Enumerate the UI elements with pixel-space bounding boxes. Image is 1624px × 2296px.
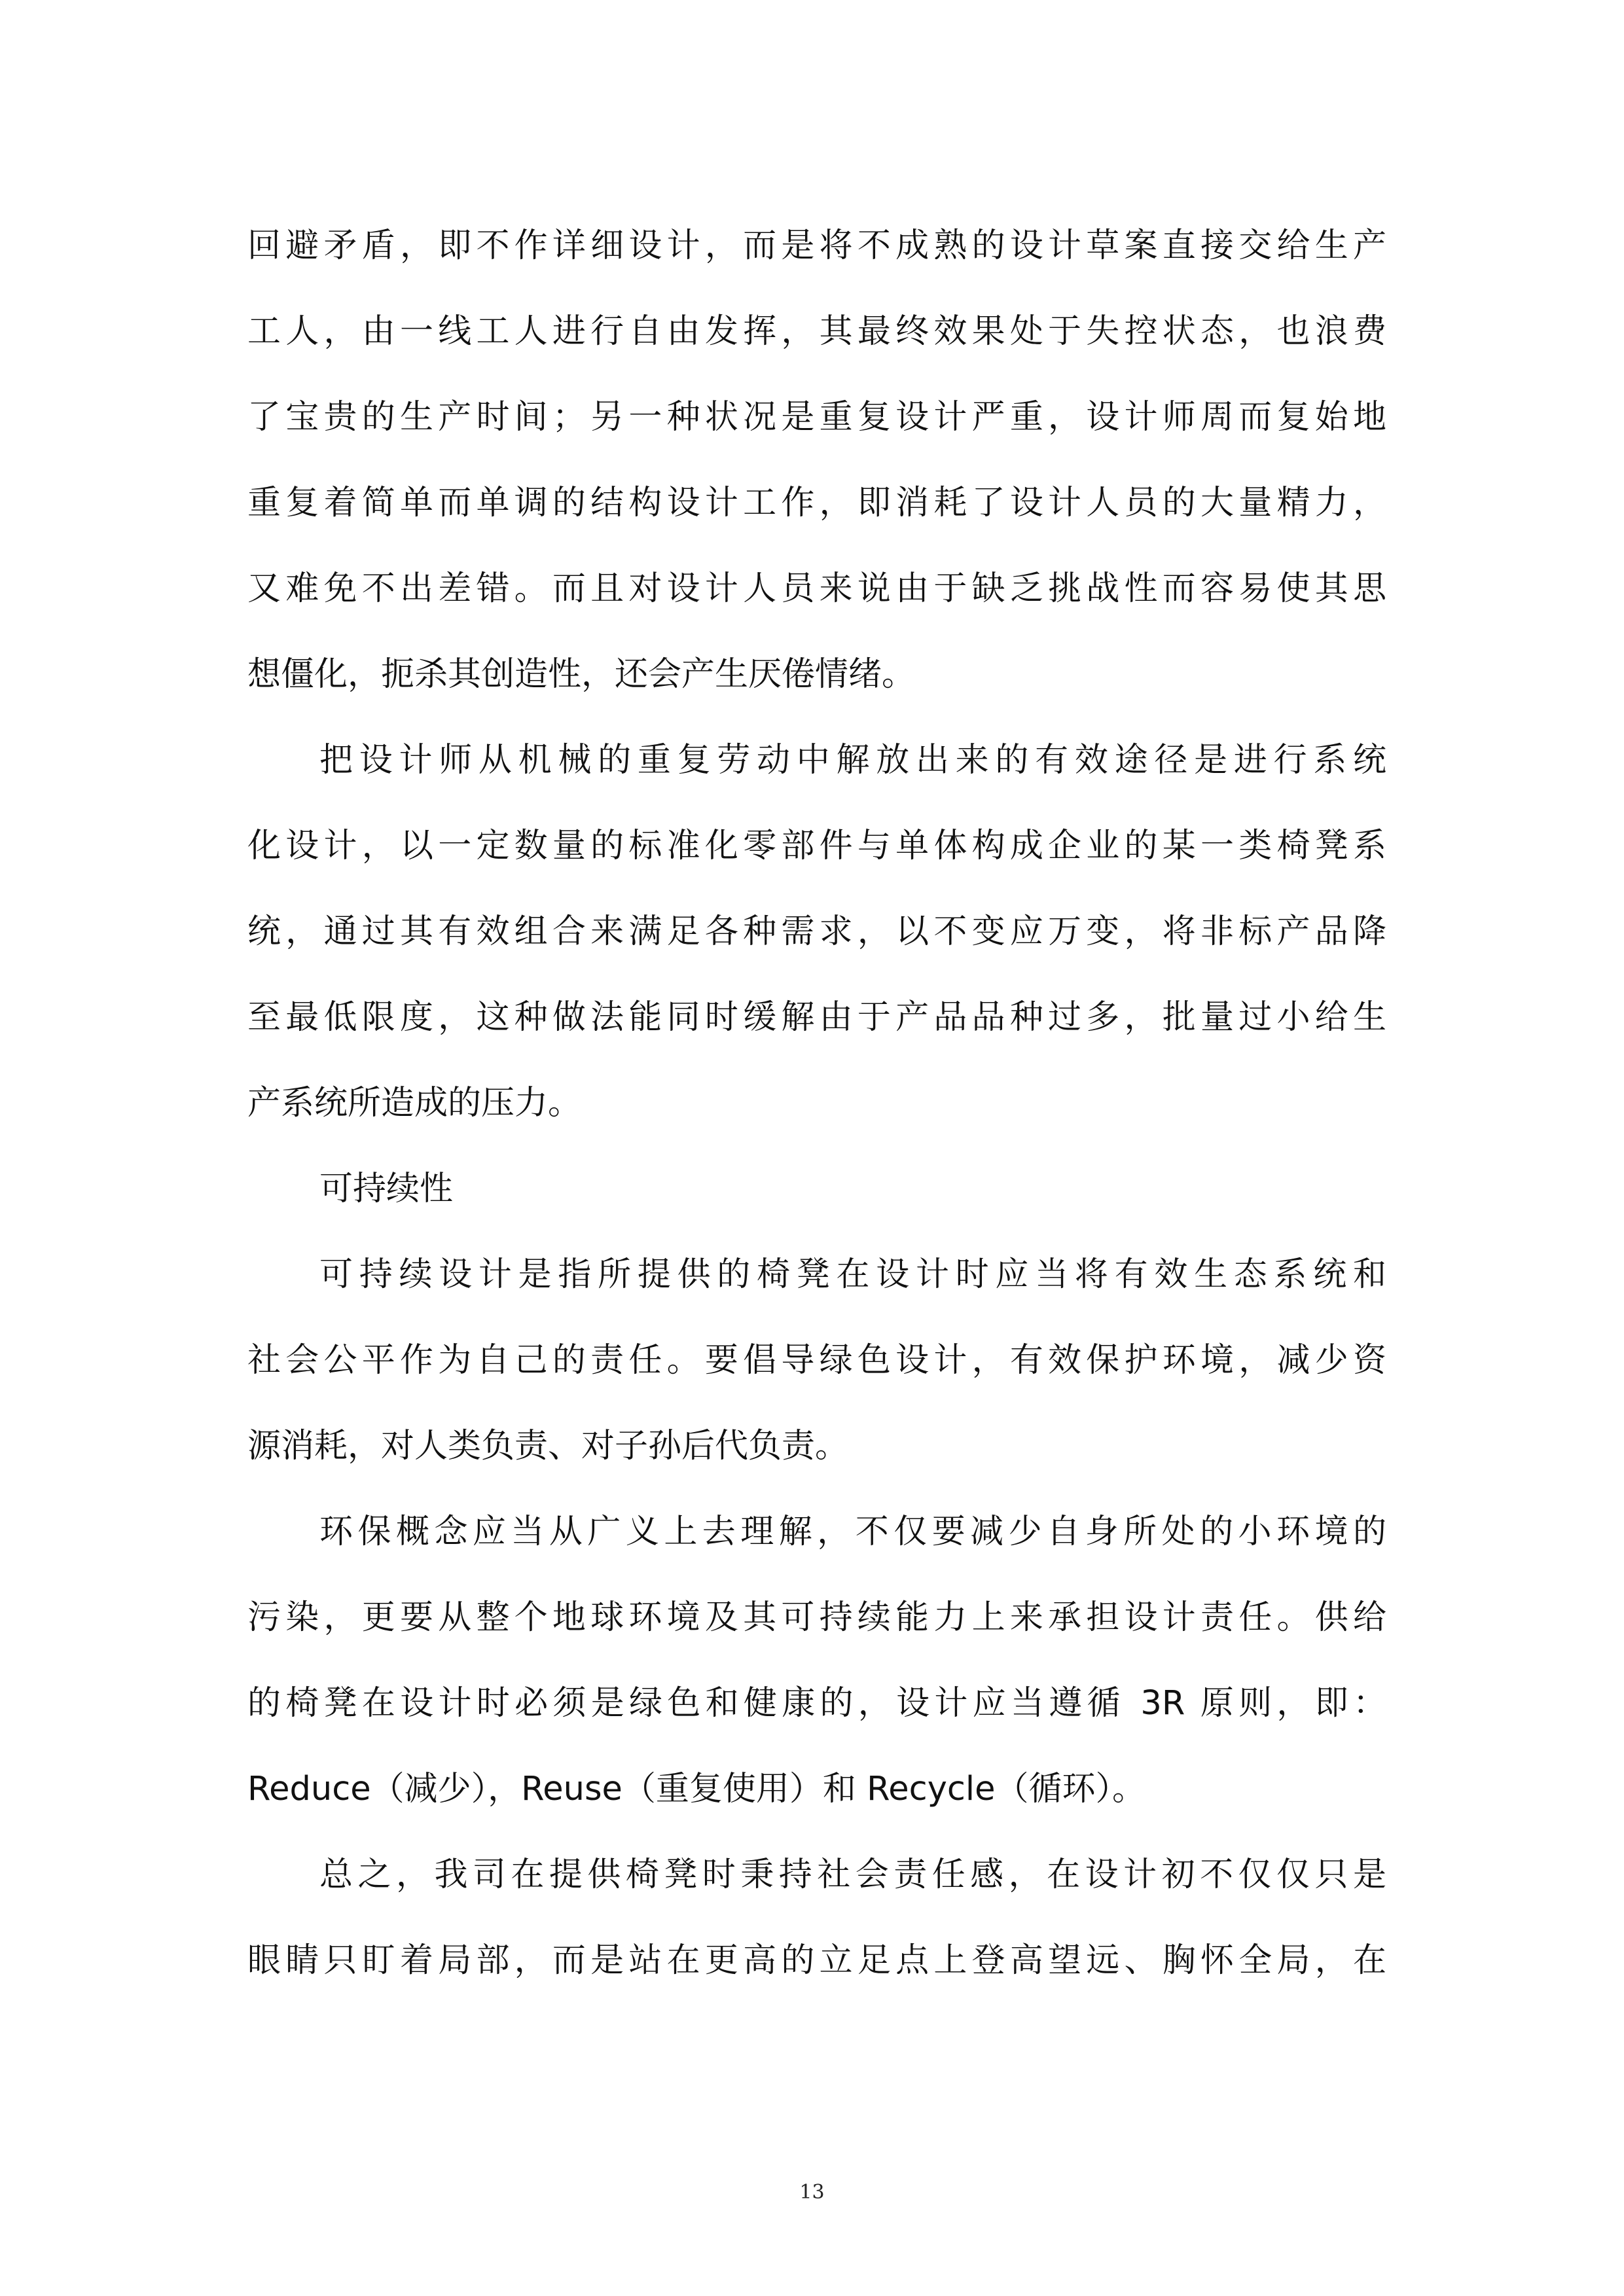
text-line: 社会公平作为自己的责任。要倡导绿色设计，有效保护环境，减少资 xyxy=(247,1341,1386,1380)
text-line: 统，通过其有效组合来满足各种需求，以不变应万变，将非标产品降 xyxy=(247,912,1386,951)
page-number: 13 xyxy=(799,2181,825,2204)
body-text xyxy=(247,203,1386,2003)
section-heading: 可持续性 xyxy=(319,1170,454,1208)
text-line: 眼睛只盯着局部，而是站在更高的立足点上登高望远、胸怀全局，在 xyxy=(247,1941,1386,1980)
text-line: 至最低限度，这种做法能同时缓解由于产品品种过多，批量过小给生 xyxy=(247,998,1386,1037)
text-line: 产系统所造成的压力。 xyxy=(247,1084,582,1122)
paragraph-first-line: 可持续设计是指所提供的椅凳在设计时应当将有效生态系统和 xyxy=(319,1255,1386,1294)
text-line: 重复着简单而单调的结构设计工作，即消耗了设计人员的大量精力， xyxy=(247,484,1386,522)
paragraph-first-line: 环保概念应当从广义上去理解，不仅要减少自身所处的小环境的 xyxy=(319,1513,1386,1551)
text-line: 的椅凳在设计时必须是绿色和健康的，设计应当遵循 3R 原则，即： xyxy=(247,1684,1386,1723)
text-line: Reduce（减少），Reuse（重复使用）和 Recycle（循环）。 xyxy=(247,1770,1146,1808)
text-line: 化设计，以一定数量的标准化零部件与单体构成企业的某一类椅凳系 xyxy=(247,827,1386,865)
text-line: 又难免不出差错。而且对设计人员来说由于缺乏挑战性而容易使其思 xyxy=(247,569,1386,608)
paragraph-first-line: 把设计师从机械的重复劳动中解放出来的有效途径是进行系统 xyxy=(319,741,1386,780)
text-line: 回避矛盾，即不作详细设计，而是将不成熟的设计草案直接交给生产 xyxy=(247,226,1386,265)
text-line: 源消耗，对人类负责、对子孙后代负责。 xyxy=(247,1427,849,1465)
text-line: 工人，由一线工人进行自由发挥，其最终效果处于失控状态，也浪费 xyxy=(247,312,1386,351)
text-line: 了宝贵的生产时间；另一种状况是重复设计严重，设计师周而复始地 xyxy=(247,398,1386,437)
text-line: 想僵化，扼杀其创造性，还会产生厌倦情绪。 xyxy=(247,655,916,694)
text-line: 污染，更要从整个地球环境及其可持续能力上来承担设计责任。供给 xyxy=(247,1598,1386,1637)
paragraph-first-line: 总之，我司在提供椅凳时秉持社会责任感，在设计初不仅仅只是 xyxy=(319,1856,1386,1894)
